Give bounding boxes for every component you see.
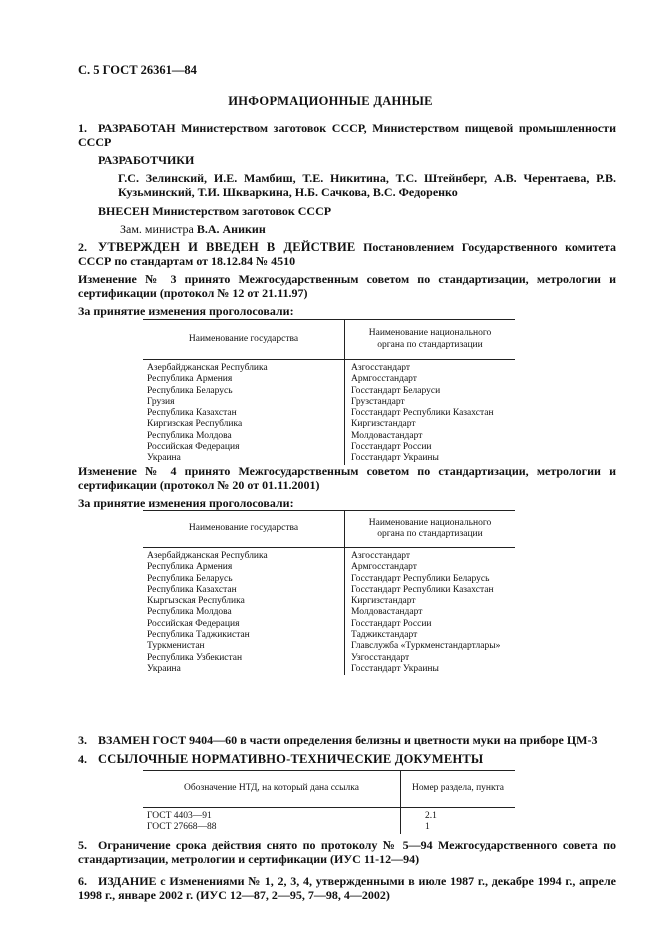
table-row [143,822,515,833]
item-4 [78,752,616,766]
table-4-right-cell: Азгосстандарт [351,551,411,561]
item-2-text: Постановлением Государственного комитета СССР по стандартам от 18.12.84 № 4510 [78,240,616,268]
deputy-line [120,222,266,236]
table-4-right-cell: Госстандарт Украины [351,663,439,674]
developers-label: РАЗРАБОТЧИКИ [98,153,195,167]
table-4-right-cell: Госстандарт Республики Казахстан [351,584,494,595]
table-row [143,664,515,675]
page-header: С. 5 ГОСТ 26361—84 [78,63,197,77]
developers-list: Г.С. Зелинский, И.Е. Мамбиш, Т.Е. Никитина, Т.С. Штейнберг, А.В. Черентаева, Р.В. Кузьминский, Т.И. Шкваркина, Н.Б. Сачкова, В.С. Федоренко [118,171,616,199]
table-row [143,397,515,408]
table-row [143,630,515,641]
table-3-right-cell: Госстандарт Беларуси [351,385,441,396]
table-3-right-cell: Госстандарт Республики Казахстан [351,408,494,419]
ref-col-section: Номер раздела, пункта [401,771,516,808]
table-row [143,360,515,375]
table-4-col-state: Наименование государства [143,511,345,548]
table-3-right-cell: Госстандарт Украины [351,453,439,464]
table-4-col-body: Наименование национального органа по стандартизации [345,511,516,548]
table-4-right-cell: Таджикстандарт [351,630,418,641]
table-row [143,374,515,385]
table-4-left-cell: Азербайджанская Республика [143,548,345,563]
table-3-body [143,360,515,465]
table-row [143,419,515,430]
table-3-right-cell: Армгосстандарт [351,374,417,385]
item-3-text: ВЗАМЕН ГОСТ 9404—60 в части определения белизны и цветности муки на приборе ЦМ-3 [98,733,598,747]
item-2-number: 2. [78,240,87,254]
table-3-right-cell: Киргизстандарт [351,419,416,430]
table-4-right-cell: Госстандарт России [351,618,432,629]
table-row [143,408,515,419]
table-3-left-cell: Российская Федерация [143,442,345,453]
table-4-right-cell: Госстандарт Республики Беларусь [351,573,490,584]
item-6 [78,874,616,902]
table-4-left-cell: Республика Казахстан [143,585,345,596]
table-4-left-cell: Республика Молдова [143,607,345,618]
table-row [143,562,515,573]
table-3-left-cell: Республика Молдова [143,431,345,442]
table-4-left-cell: Республика Беларусь [143,574,345,585]
introduced-line: ВНЕСЕН Министерством заготовок СССР [98,204,332,218]
section-title: ИНФОРМАЦИОННЫЕ ДАННЫЕ [228,94,433,108]
table-row [143,619,515,630]
item-2-caps: УТВЕРЖДЕН И ВВЕДЕН В ДЕЙСТВИЕ [98,240,356,254]
ref-col-doc: Обозначение НТД, на который дана ссылка [143,771,401,808]
change-4-table [143,510,515,675]
table-row [143,386,515,397]
table-3-right-cell: Грузстандарт [351,396,405,407]
table-4-right-cell: Узгосстандарт [351,652,410,663]
table-3-left-cell: Грузия [143,397,345,408]
change-3-text: Изменение № 3 принято Межгосударственным советом по стандартизации, метрологии и сертификации (протокол № 12 от 21.11.97) [78,272,616,300]
table-row [143,431,515,442]
table-4-left-cell: Туркменистан [143,641,345,652]
table-3-left-cell: Киргизская Республика [143,419,345,430]
ref-right-cell: 1 [425,822,430,833]
item-5-text: Ограничение срока действия снято по протоколу № 5—94 Межгосударственного совета по стандартизации, метрологии и сертификации (ИУС 11-12—94) [78,838,616,866]
table-row [143,442,515,453]
table-4-right-cell: Главслужба «Туркменстандартлары» [351,641,501,652]
item-6-text: ИЗДАНИЕ с Изменениями № 1, 2, 3, 4, утвержденными в июле 1987 г., декабре 1994 г., апреле 1998 г., январе 2002 г. (ИУС 12—87, 2—95, 7—98, 4—2002) [78,874,616,902]
ref-right-cell: 2.1 [425,811,437,821]
table-3-left-cell: Азербайджанская Республика [143,360,345,375]
table-row [143,574,515,585]
item-5-number: 5. [78,838,87,852]
table-4-left-cell: Российская Федерация [143,619,345,630]
item-6-number: 6. [78,874,87,888]
table-4-body [143,548,515,676]
item-4-text: ССЫЛОЧНЫЕ НОРМАТИВНО-ТЕХНИЧЕСКИЕ ДОКУМЕНТЫ [98,752,484,766]
deputy-name: В.А. Аникин [196,222,266,236]
item-2 [78,240,616,268]
table-3-left-cell: Республика Казахстан [143,408,345,419]
item-3-number: 3. [78,733,87,747]
table-4-right-cell: Армгосстандарт [351,562,417,573]
table-row [143,548,515,563]
table-row [143,585,515,596]
item-5 [78,838,616,866]
table-3-right-cell: Госстандарт России [351,442,432,453]
table-3-left-cell: Украина [143,453,345,464]
change-3-vote: За принятие изменения проголосовали: [78,304,294,318]
table-4-left-cell: Кыргызская Республика [143,596,345,607]
table-row [143,808,515,823]
table-row [143,596,515,607]
table-3-left-cell: Республика Беларусь [143,386,345,397]
table-3-right-cell: Молдовастандарт [351,430,423,441]
table-4-right-cell: Молдовастандарт [351,607,423,618]
table-row [143,453,515,464]
item-1-number: 1. [78,121,87,135]
table-3-col-state: Наименование государства [143,320,345,360]
item-1 [78,121,616,149]
table-4-right-cell: Киргизстандарт [351,596,416,607]
item-1-text: РАЗРАБОТАН Министерством заготовок СССР, Министерством пищевой промышленности СССР [78,121,616,149]
item-4-number: 4. [78,752,87,766]
change-4-vote: За принятие изменения проголосовали: [78,496,294,510]
table-3-col-body: Наименование национального органа по стандартизации [345,320,516,360]
deputy-prefix: Зам. министра [120,222,194,236]
item-3 [78,733,616,747]
table-4-left-cell: Республика Узбекистан [143,653,345,664]
table-row [143,653,515,664]
table-row [143,607,515,618]
reference-table [143,770,515,834]
table-4-left-cell: Украина [143,664,345,675]
ref-left-cell: ГОСТ 27668—88 [143,822,401,833]
table-3-left-cell: Республика Армения [143,374,345,385]
table-4-left-cell: Республика Армения [143,562,345,573]
table-3-right-cell: Азгосстандарт [351,363,411,373]
change-4-text: Изменение № 4 принято Межгосударственным советом по стандартизации, метрологии и сертификации (протокол № 20 от 01.11.2001) [78,464,616,492]
table-row [143,641,515,652]
ref-left-cell: ГОСТ 4403—91 [143,808,401,823]
table-4-left-cell: Республика Таджикистан [143,630,345,641]
reference-table-body [143,808,515,834]
change-3-table [143,319,515,465]
